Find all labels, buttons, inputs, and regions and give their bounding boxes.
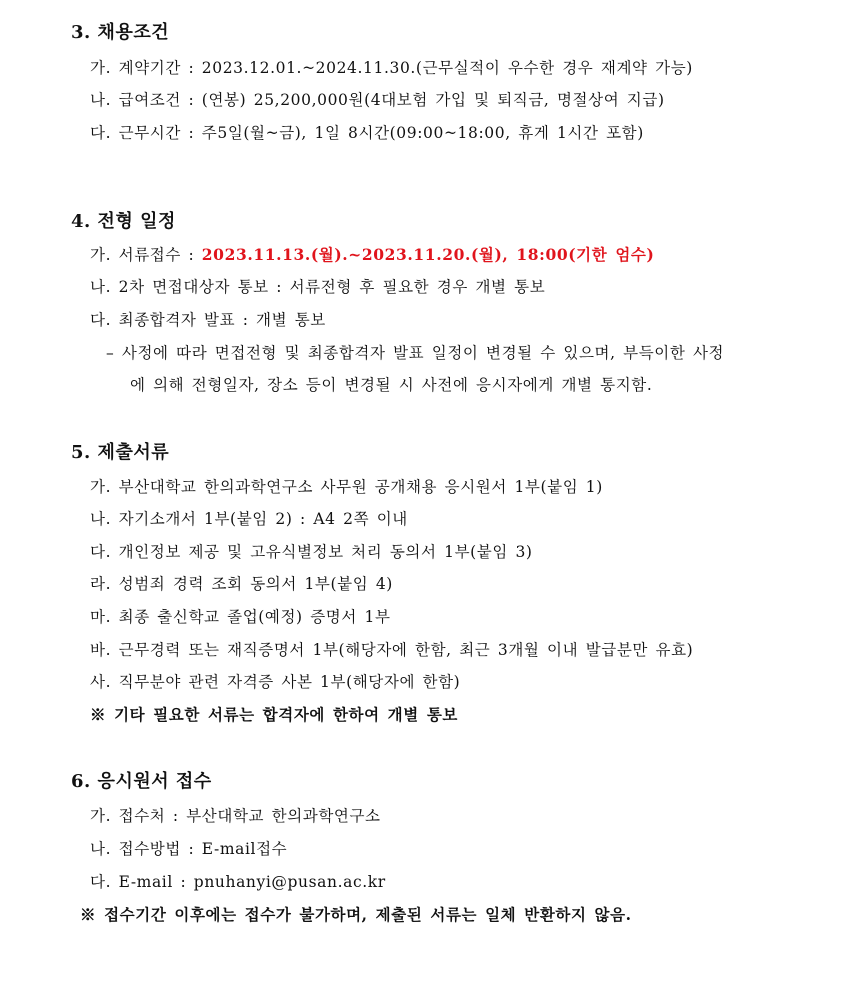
working-hours-line: 다. 근무시간 : 주5일(월~금), 1일 8시간(09:00~18:00, 휴게 1시간 포함) (90, 124, 644, 142)
document-item-employment-cert: 바. 근무경력 또는 재직증명서 1부(해당자에 한함, 최근 3개월 이내 발급분만 유효) (90, 641, 694, 659)
document-item-privacy-consent: 다. 개인정보 제공 및 고유식별정보 처리 동의서 1부(붙임 3) (90, 543, 533, 561)
document-item-criminal-record: 라. 성범죄 경력 조회 동의서 1부(붙임 4) (90, 575, 393, 593)
schedule-change-note-line2: 에 의해 전형일자, 장소 등이 변경될 시 사전에 응시자에게 개별 통지함. (130, 376, 653, 394)
section-heading-documents: 5. 제출서류 (71, 442, 170, 463)
document-item-cover-letter: 나. 자기소개서 1부(붙임 2) : A4 2쪽 이내 (90, 510, 408, 528)
document-item-application: 가. 부산대학교 한의과학연구소 사무원 공개채용 응시원서 1부(붙임 1) (90, 478, 603, 496)
schedule-change-note-line1: – 사정에 따라 면접전형 및 최종합격자 발표 일정이 변경될 수 있으며, 부득이한 사정 (106, 344, 725, 362)
document-submission-label: 가. 서류접수 : (90, 246, 202, 264)
submission-place-line: 가. 접수처 : 부산대학교 한의과학연구소 (90, 807, 381, 825)
interview-notice-line: 나. 2차 면접대상자 통보 : 서류전형 후 필요한 경우 개별 통보 (90, 278, 546, 296)
document-submission-period: 2023.11.13.(월).~2023.11.20.(월), 18:00(기한 엄수) (201, 245, 655, 264)
document-item-graduation-cert: 마. 최종 출신학교 졸업(예정) 증명서 1부 (90, 608, 391, 626)
document-item-license: 사. 직무분야 관련 자격증 사본 1부(해당자에 한함) (90, 673, 461, 691)
submission-email-line: 다. E-mail : pnuhanyi@pusan.ac.kr (90, 873, 386, 891)
final-announcement-line: 다. 최종합격자 발표 : 개별 통보 (90, 311, 326, 329)
application-final-note: ※ 접수기간 이후에는 접수가 불가하며, 제출된 서류는 일체 반환하지 않음. (80, 905, 632, 924)
salary-line: 나. 급여조건 : (연봉) 25,200,000원(4대보험 가입 및 퇴직금, 명절상여 지급) (90, 91, 665, 109)
section-heading-hiring-conditions: 3. 채용조건 (71, 22, 170, 43)
submission-method-line: 나. 접수방법 : E-mail접수 (90, 840, 288, 858)
section-heading-schedule: 4. 전형 일정 (71, 211, 176, 232)
documents-note: ※ 기타 필요한 서류는 합격자에 한하여 개별 통보 (90, 705, 458, 724)
section-heading-application: 6. 응시원서 접수 (71, 771, 212, 792)
document-submission-line (90, 243, 654, 265)
contract-period-line: 가. 계약기간 : 2023.12.01.~2024.11.30.(근무실적이 우수한 경우 재계약 가능) (90, 59, 693, 77)
